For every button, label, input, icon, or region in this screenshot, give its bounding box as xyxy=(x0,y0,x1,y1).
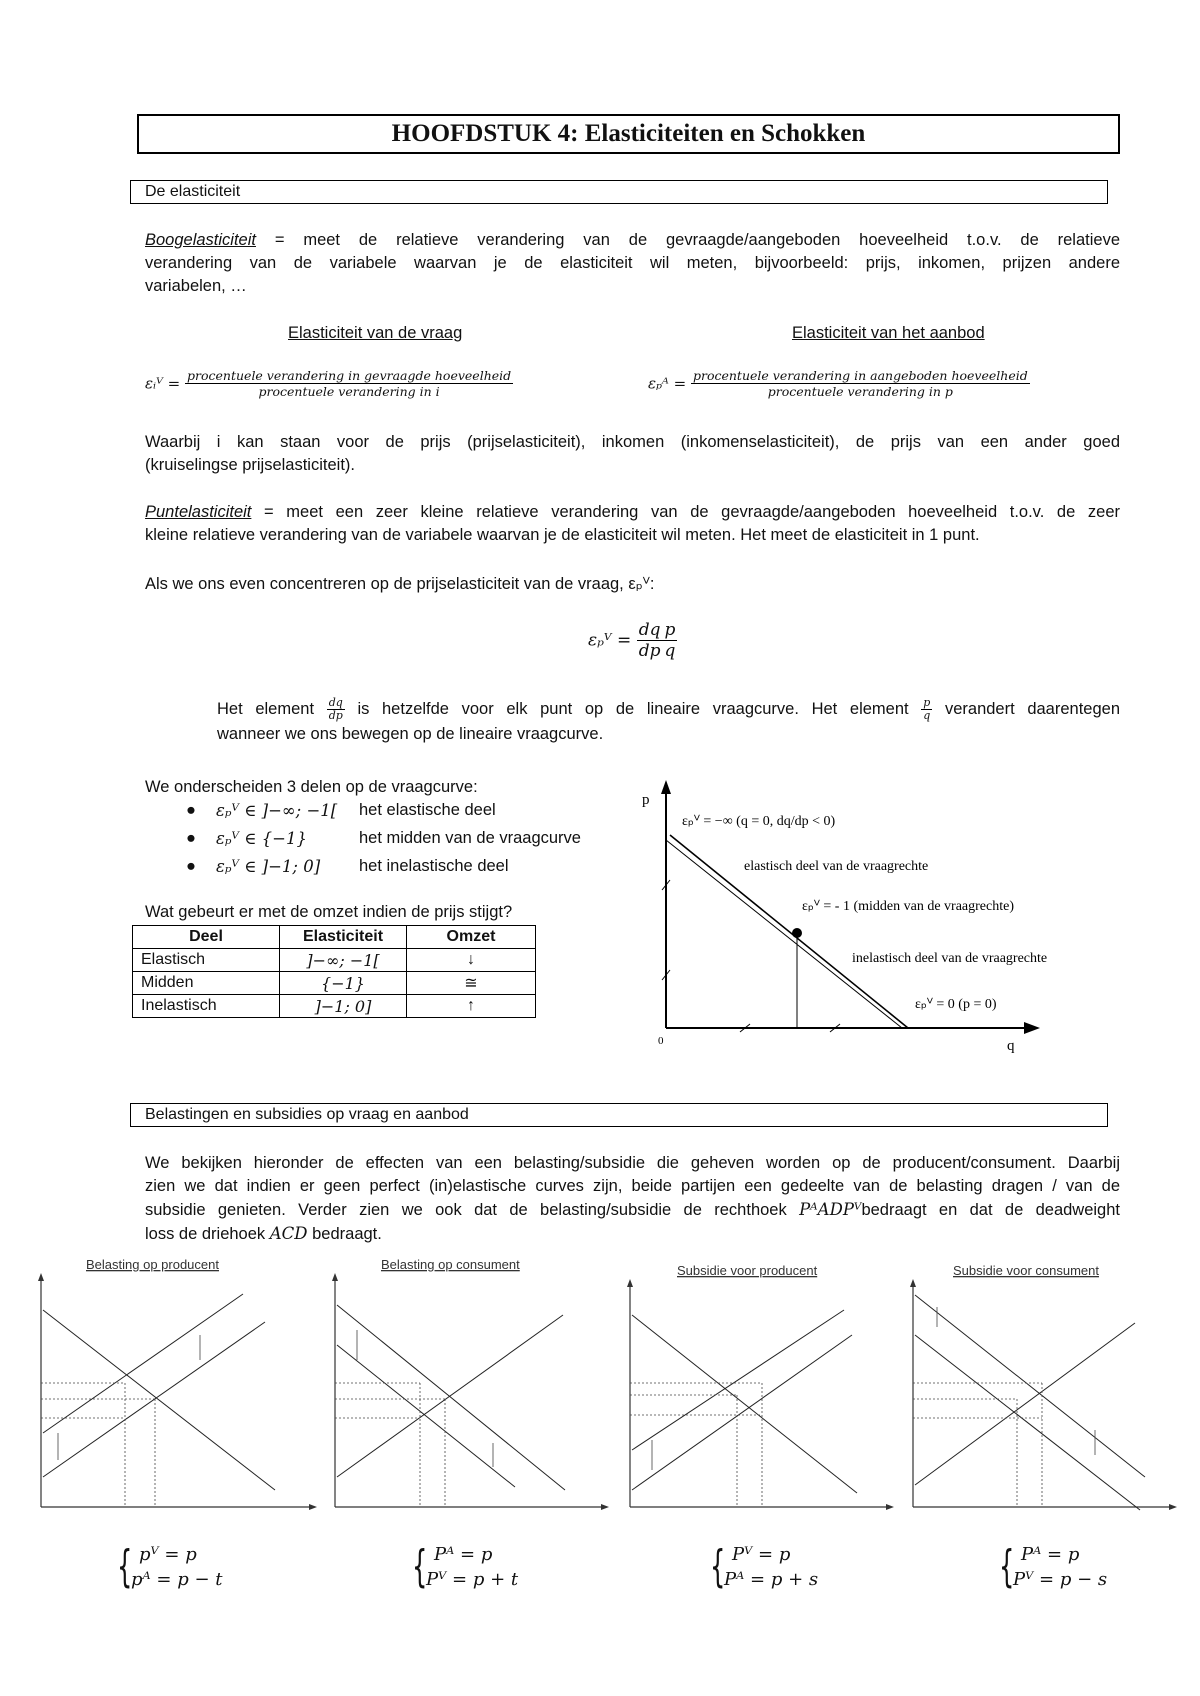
demand-elasticity-graph xyxy=(640,780,1110,1060)
x-axis-arrow xyxy=(1169,1504,1177,1510)
demand-curve-shifted xyxy=(337,1305,565,1490)
delen-item-math: εₚⱽ ∈ {−1} xyxy=(216,829,307,848)
equation-line: Pᴬ = p xyxy=(1021,1544,1080,1565)
graph-belasting-consument xyxy=(315,1255,615,1520)
element-part1: Het element xyxy=(217,700,327,718)
aanbod-heading: Elasticiteit van het aanbod xyxy=(792,324,985,342)
p-axis-label: p xyxy=(642,792,650,808)
element-frac1-num: dq xyxy=(328,696,343,710)
demand-curve xyxy=(915,1335,1140,1510)
supply-curve xyxy=(43,1322,265,1477)
y-axis-arrow xyxy=(38,1273,44,1281)
table-header: Omzet xyxy=(407,926,536,949)
table-header: Elasticiteit xyxy=(280,926,407,949)
elastic-part-label: elastisch deel van de vraagrechte xyxy=(744,859,929,874)
bullet-dot: ● xyxy=(186,801,196,819)
concentreren-text: Als we ons even concentreren op de prijselasticiteit van de vraag, εₚⱽ: xyxy=(145,575,655,593)
boog-line3: variabelen, … xyxy=(145,277,247,295)
delen-item-text: het inelastische deel xyxy=(359,857,509,875)
aanbod-lhs: εₚᴬ = xyxy=(648,374,687,393)
equation-line: Pⱽ = p + t xyxy=(426,1569,519,1590)
supply-curve xyxy=(632,1310,844,1450)
belasting-line2: zien we dat indien er geen perfect (in)elastische curves zijn, beide partijen een gedeelte van de belasting dragen / van de xyxy=(145,1177,1120,1195)
table-cell: {−1} xyxy=(280,972,407,995)
vraag-denominator: procentuele verandering in i xyxy=(258,384,440,399)
punt-line2: kleine relatieve verandering van de variabele waarvan je de elasticiteit wil meten. Het meet de elasticiteit in 1 punt. xyxy=(145,526,980,544)
demand-bottom-label: εₚⱽ = 0 (p = 0) xyxy=(915,997,997,1012)
graph-subsidie-consument xyxy=(895,1255,1195,1520)
punt-paragraph xyxy=(145,501,1120,547)
delen-intro: We onderscheiden 3 delen op de vraagcurve: xyxy=(145,778,478,796)
element-paragraph xyxy=(217,697,1120,746)
punt-line1: = meet een zeer kleine relatieve verandering van de gevraagde/aangeboden hoeveelheid t.o.v. de zeer xyxy=(251,503,1120,521)
brace-icon: { xyxy=(710,1541,726,1592)
equation-system xyxy=(999,1542,1149,1594)
table-cell: ]−1; 0] xyxy=(280,995,407,1018)
equation-line: pⱽ = p xyxy=(139,1544,197,1565)
boog-line1: = meet de relatieve verandering van de gevraagde/aangeboden hoeveelheid t.o.v. de relatieve xyxy=(255,231,1120,249)
belasting-line4a: loss de driehoek xyxy=(145,1225,270,1243)
demand-top-label: εₚⱽ = −∞ (q = 0, dq/dp < 0) xyxy=(682,814,836,829)
table-cell: ↑ xyxy=(407,995,536,1018)
graph-title: Belasting op producent xyxy=(86,1257,219,1272)
y-axis-arrow xyxy=(627,1279,633,1287)
y-axis-arrow xyxy=(332,1273,338,1281)
waarbij-line2: (kruiselingse prijselasticiteit). xyxy=(145,456,355,474)
midpoint-dot xyxy=(792,928,802,938)
table-cell: Midden xyxy=(133,972,280,995)
punt-term: Puntelasticiteit xyxy=(145,503,252,521)
table-cell: ≅ xyxy=(407,972,536,995)
bullet-dot: ● xyxy=(186,829,196,847)
page-title: HOOFDSTUK 4: Elasticiteiten en Schokken xyxy=(137,114,1120,154)
x-axis-arrow xyxy=(601,1504,609,1510)
belasting-line1: We bekijken hieronder de effecten van een belasting/subsidie die geheven worden op de producent/consument. Daarbij xyxy=(145,1154,1120,1172)
origin-label: 0 xyxy=(658,1035,664,1047)
table-cell: Elastisch xyxy=(133,949,280,972)
delen-item-text: het elastische deel xyxy=(359,801,496,819)
graph-title: Subsidie voor producent xyxy=(677,1263,818,1278)
vraag-formula xyxy=(145,368,513,399)
aanbod-formula xyxy=(648,368,1030,399)
equation-line: Pᴬ = p + s xyxy=(724,1569,819,1590)
equation-line: Pᴬ = p xyxy=(434,1544,493,1565)
belasting-line3b: bedraagt en dat de deadweight xyxy=(861,1201,1120,1219)
delen-item-math: εₚⱽ ∈ ]−1; 0] xyxy=(216,857,321,876)
midpoint-label: εₚⱽ = - 1 (midden van de vraagrechte) xyxy=(802,899,1014,914)
element-frac2-den: q xyxy=(923,709,931,723)
element-frac1-den: dp xyxy=(328,709,343,723)
main-den2: q xyxy=(664,641,676,661)
q-axis-arrow xyxy=(1024,1022,1040,1034)
graph-title: Belasting op consument xyxy=(381,1257,520,1272)
equation-line: Pⱽ = p − s xyxy=(1013,1569,1108,1590)
boog-term: Boogelasticiteit xyxy=(145,231,256,249)
graph-subsidie-producent xyxy=(612,1255,912,1520)
element-line2: wanneer we ons bewegen op de lineaire vraagcurve. xyxy=(217,725,604,744)
aanbod-denominator: procentuele verandering in p xyxy=(767,384,953,399)
vraag-numerator: procentuele verandering in gevraagde hoeveelheid xyxy=(187,368,512,383)
supply-curve-shifted xyxy=(43,1294,243,1433)
boog-paragraph xyxy=(145,229,1120,298)
vraag-lhs: εᵢⱽ = xyxy=(145,374,181,393)
demand-curve xyxy=(337,1345,515,1487)
waarbij-line1: Waarbij i kan staan voor de prijs (prijselasticiteit), inkomen (inkomenselasticiteit), de prijs van een ander goed xyxy=(145,433,1120,451)
main-num2: p xyxy=(664,620,676,640)
y-axis-arrow xyxy=(910,1279,916,1287)
table-row xyxy=(133,972,536,995)
x-axis-arrow xyxy=(886,1504,894,1510)
omzet-table xyxy=(132,925,536,1018)
belasting-line3a: subsidie genieten. Verder zien we ook dat de belasting/subsidie de rechthoek xyxy=(145,1201,800,1219)
equation-line: Pⱽ = p xyxy=(732,1544,791,1565)
table-cell: ↓ xyxy=(407,949,536,972)
waarbij-paragraph xyxy=(145,431,1120,477)
main-formula-lhs: εₚⱽ = xyxy=(588,630,632,651)
table-header: Deel xyxy=(133,926,280,949)
main-den1: dp xyxy=(638,641,661,661)
demand-curve-shifted xyxy=(915,1295,1145,1477)
section-heading-belastingen: Belastingen en subsidies op vraag en aanbod xyxy=(130,1103,1108,1127)
section-heading-elasticiteit: De elasticiteit xyxy=(130,180,1108,204)
delen-item-math: εₚⱽ ∈ ]−∞; −1[ xyxy=(216,801,338,820)
equation-system xyxy=(412,1542,562,1594)
demand-curve xyxy=(43,1310,275,1490)
delen-item-text: het midden van de vraagcurve xyxy=(359,829,581,847)
graph-belasting-producent xyxy=(25,1255,325,1520)
supply-curve xyxy=(915,1323,1135,1485)
belasting-line4-math: ACD xyxy=(269,1224,308,1243)
inelastic-part-label: inelastisch deel van de vraagrechte xyxy=(852,951,1048,966)
element-part2: is hetzelfde voor elk punt op de lineaire vraagcurve. Het element xyxy=(357,700,922,718)
element-part3: verandert daarentegen xyxy=(944,700,1120,718)
table-cell: ]−∞; −1[ xyxy=(280,949,407,972)
brace-icon: { xyxy=(999,1541,1015,1592)
element-frac2-num: p xyxy=(923,696,931,710)
table-row xyxy=(133,995,536,1018)
belasting-line4b: bedraagt. xyxy=(307,1225,382,1243)
vraag-heading: Elasticiteit van de vraag xyxy=(288,324,463,342)
boog-line2: verandering van de variabele waarvan je de elasticiteit wil meten, bijvoorbeeld: prijs, inkomen, prijzen andere xyxy=(145,254,1120,272)
equation-line: pᴬ = p − t xyxy=(131,1569,223,1590)
equation-system xyxy=(117,1542,267,1594)
belasting-paragraph xyxy=(145,1152,1120,1246)
omzet-question: Wat gebeurt er met de omzet indien de prijs stijgt? xyxy=(145,903,513,921)
supply-curve-shifted xyxy=(632,1335,852,1490)
p-axis-arrow xyxy=(661,780,671,794)
supply-curve xyxy=(337,1315,563,1477)
belasting-line3-math: PᴬADPⱽ xyxy=(799,1200,862,1219)
point-elasticity-formula xyxy=(588,620,677,661)
graph-title: Subsidie voor consument xyxy=(953,1263,1099,1278)
aanbod-numerator: procentuele verandering in aangeboden hoeveelheid xyxy=(692,368,1028,383)
brace-icon: { xyxy=(412,1541,428,1592)
table-row xyxy=(133,949,536,972)
equation-system xyxy=(710,1542,860,1594)
q-axis-label: q xyxy=(1007,1038,1015,1054)
table-cell: Inelastisch xyxy=(133,995,280,1018)
brace-icon: { xyxy=(117,1541,133,1592)
bullet-dot: ● xyxy=(186,857,196,875)
main-num1: dq xyxy=(638,620,661,640)
